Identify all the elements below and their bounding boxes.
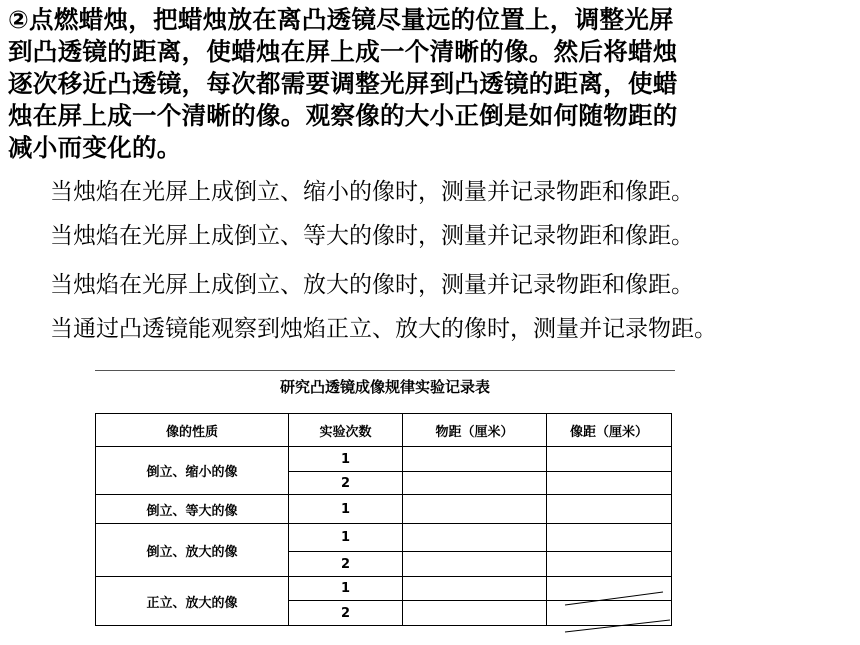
trial-cell: 1 [289,495,403,524]
image-distance-cell-crossed [547,577,672,601]
table-row [96,577,672,601]
object-distance-cell[interactable] [403,601,547,626]
instruction-line: 到凸透镜的距离，使蜡烛在屏上成一个清晰的像。然后将蜡烛 [8,37,678,66]
image-distance-cell-crossed [547,601,672,626]
image-distance-cell[interactable] [547,495,672,524]
trial-cell: 1 [289,577,403,601]
table-title: 研究凸透镜成像规律实验记录表 [279,378,490,396]
nature-cell: 正立、放大的像 [96,577,289,626]
instruction-line: 减小而变化的。 [8,133,182,162]
step-item: 当烛焰在光屏上成倒立、缩小的像时，测量并记录物距和像距。 [50,179,694,205]
nature-cell: 倒立、等大的像 [96,495,289,524]
record-table [95,413,672,626]
object-distance-cell[interactable] [403,552,547,577]
image-distance-cell[interactable] [547,447,672,472]
image-distance-cell[interactable] [547,524,672,552]
object-distance-cell[interactable] [403,447,547,472]
table-row [96,524,672,552]
table-top-rule [95,370,675,371]
trial-cell: 1 [289,524,403,552]
nature-cell: 倒立、缩小的像 [96,447,289,495]
table-row [96,447,672,472]
trial-cell: 2 [289,552,403,577]
instruction-line: 烛在屏上成一个清晰的像。观察像的大小正倒是如何随物距的 [8,101,678,130]
header-cell: 像距（厘米） [547,414,672,447]
table-row [96,495,672,524]
step-item: 当烛焰在光屏上成倒立、放大的像时，测量并记录物距和像距。 [50,272,694,298]
object-distance-cell[interactable] [403,495,547,524]
trial-cell: 1 [289,447,403,472]
instruction-line: 逐次移近凸透镜，每次都需要调整光屏到凸透镜的距离，使蜡 [8,69,678,98]
step-item: 当烛焰在光屏上成倒立、等大的像时，测量并记录物距和像距。 [50,223,694,249]
nature-cell: 倒立、放大的像 [96,524,289,577]
object-distance-cell[interactable] [403,524,547,552]
header-cell: 实验次数 [289,414,403,447]
step-item: 当通过凸透镜能观察到烛焰正立、放大的像时，测量并记录物距。 [50,316,717,342]
header-cell: 像的性质 [96,414,289,447]
trial-cell: 2 [289,601,403,626]
object-distance-cell[interactable] [403,472,547,495]
image-distance-cell[interactable] [547,472,672,495]
instruction-line: ②点燃蜡烛，把蜡烛放在离凸透镜尽量远的位置上，调整光屏 [8,5,674,34]
object-distance-cell[interactable] [403,577,547,601]
instruction-paragraph [8,4,848,164]
header-cell: 物距（厘米） [403,414,547,447]
trial-cell: 2 [289,472,403,495]
image-distance-cell[interactable] [547,552,672,577]
table-header-row [96,414,672,447]
